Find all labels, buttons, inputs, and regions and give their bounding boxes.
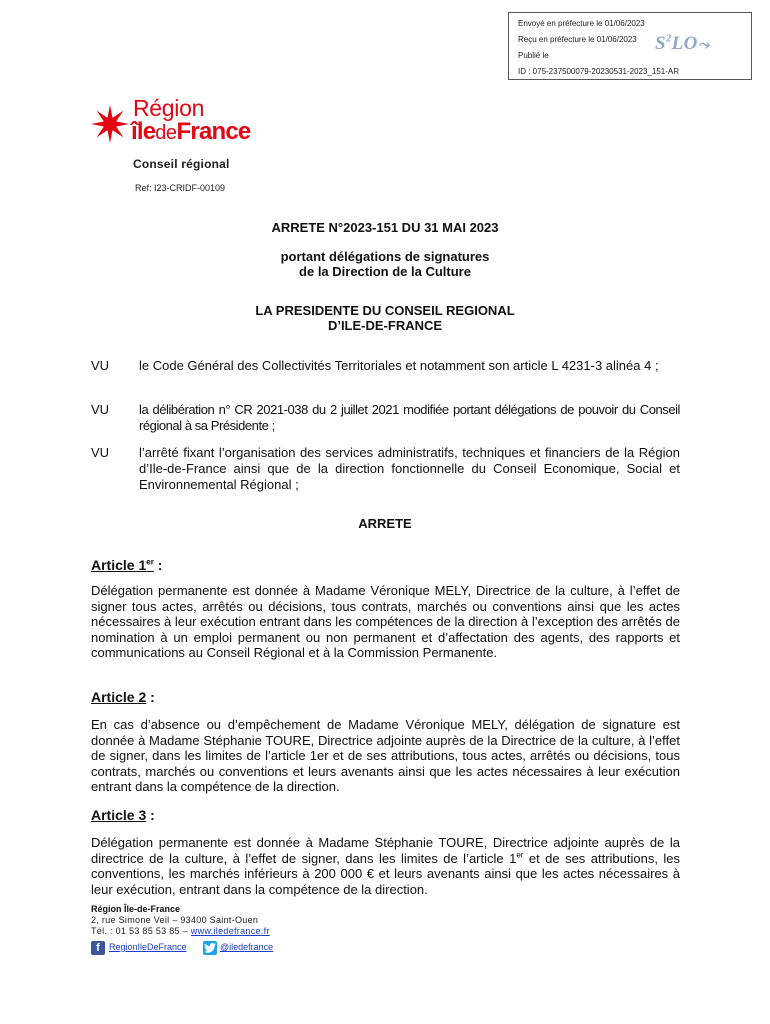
- logo-conseil-regional: Conseil régional: [133, 157, 230, 171]
- s2lo-logo: $S^2LO⤳$: [655, 33, 710, 54]
- stamp-sent-date: Envoyé en préfecture le 01/06/2023: [518, 19, 645, 28]
- logo-iledefrance-text: îledeFrance: [131, 118, 251, 145]
- vu-item: l’arrêté fixant l’organisation des services administratifs, techniques et financiers de la Région d’Ile-de-France ainsi que de la direction fonctionnelle du Conseil Economique, Social et Environnemental Régional ;: [139, 445, 680, 492]
- article-3-title: Article 3 :: [91, 807, 155, 823]
- twitter-icon[interactable]: [203, 941, 217, 955]
- decree-subject-line2: de la Direction de la Culture: [299, 264, 471, 279]
- footer-organization: Région Île-de-France: [91, 904, 181, 914]
- arrete-heading: ARRETE: [358, 516, 412, 531]
- decree-title: ARRETE N°2023-151 DU 31 MAI 2023: [271, 220, 499, 235]
- footer-contact: Tél. : 01 53 85 53 85 – www.iledefrance.fr: [91, 926, 270, 936]
- vu-label: VU: [91, 358, 110, 373]
- decree-subject-line1: portant délégations de signatures: [280, 249, 490, 264]
- article-2-text: En cas d’absence ou d’empêchement de Madame Véronique MELY, délégation de signature est donnée à Madame Stéphanie TOURE, Directrice adjointe auprès de la Directrice de la culture, à l’effet de signer, dans les limites de l’article 1er et de ses attributions, tous actes, arrêtés ou décisions, tous contrats, marchés ou conventions et leurs avenants ainsi que les actes nécessaires à leur exécution entrant dans la compétence de la direction.: [91, 717, 680, 794]
- facebook-link[interactable]: RegionIleDeFrance: [109, 942, 187, 952]
- logo-region-text: Région: [133, 95, 205, 121]
- vu-label: VU: [91, 445, 110, 460]
- stamp-id: ID : 075-237500079-20230531-2023_151-AR: [518, 67, 680, 76]
- article-1-text: Délégation permanente est donnée à Madame Véronique MELY, Directrice de la culture, à l’effet de signer tous actes, arrêtés ou décisions, tous contrats, marchés ou conventions ainsi que les actes nécessaires à leur exécution entrant dans les compétences de la direction à l’exception des arrêtés de nomination à un emploi permanent ou non permanent et d’affectation des agents, des rapports et communications au Conseil Régional et à la Commission Permanente.: [91, 583, 680, 660]
- article-1-title: Article 1er :: [91, 557, 163, 573]
- authority-line2: D’ILE-DE-FRANCE: [327, 318, 443, 333]
- website-link[interactable]: www.iledefrance.fr: [190, 926, 270, 936]
- article-3-text: Délégation permanente est donnée à Madame Stéphanie TOURE, Directrice adjointe auprès de la directrice de la culture, à l’effet de signer, dans les limites de l’article 1er et de ses attributions, les conventions, les marchés inférieurs à 200 000 € et leurs avenants ainsi que les actes nécessaires à leur exécution, entrant dans la compétence de la direction.: [91, 835, 680, 897]
- stamp-published: Publié le: [518, 51, 549, 60]
- facebook-icon[interactable]: f: [91, 941, 105, 955]
- vu-item: le Code Général des Collectivités Territoriales et notamment son article L 4231-3 alinéa 4 ;: [139, 358, 659, 373]
- prefecture-stamp: [508, 12, 752, 80]
- vu-label: VU: [91, 402, 110, 417]
- vu-item: la délibération n° CR 2021-038 du 2 juillet 2021 modifiée portant délégations de pouvoir du Conseil régional à sa Présidente ;: [139, 402, 680, 433]
- document-reference: Ref: I23-CRIDF-00109: [135, 183, 226, 193]
- twitter-link[interactable]: @iledefrance: [220, 942, 274, 952]
- article-2-title: Article 2 :: [91, 689, 155, 705]
- authority-line1: LA PRESIDENTE DU CONSEIL REGIONAL: [255, 303, 515, 318]
- star-logo-icon: [90, 104, 130, 144]
- footer-address: 2, rue Simone Veil – 93400 Saint-Ouen: [91, 915, 259, 925]
- stamp-received-date: Reçu en préfecture le 01/06/2023: [518, 35, 637, 44]
